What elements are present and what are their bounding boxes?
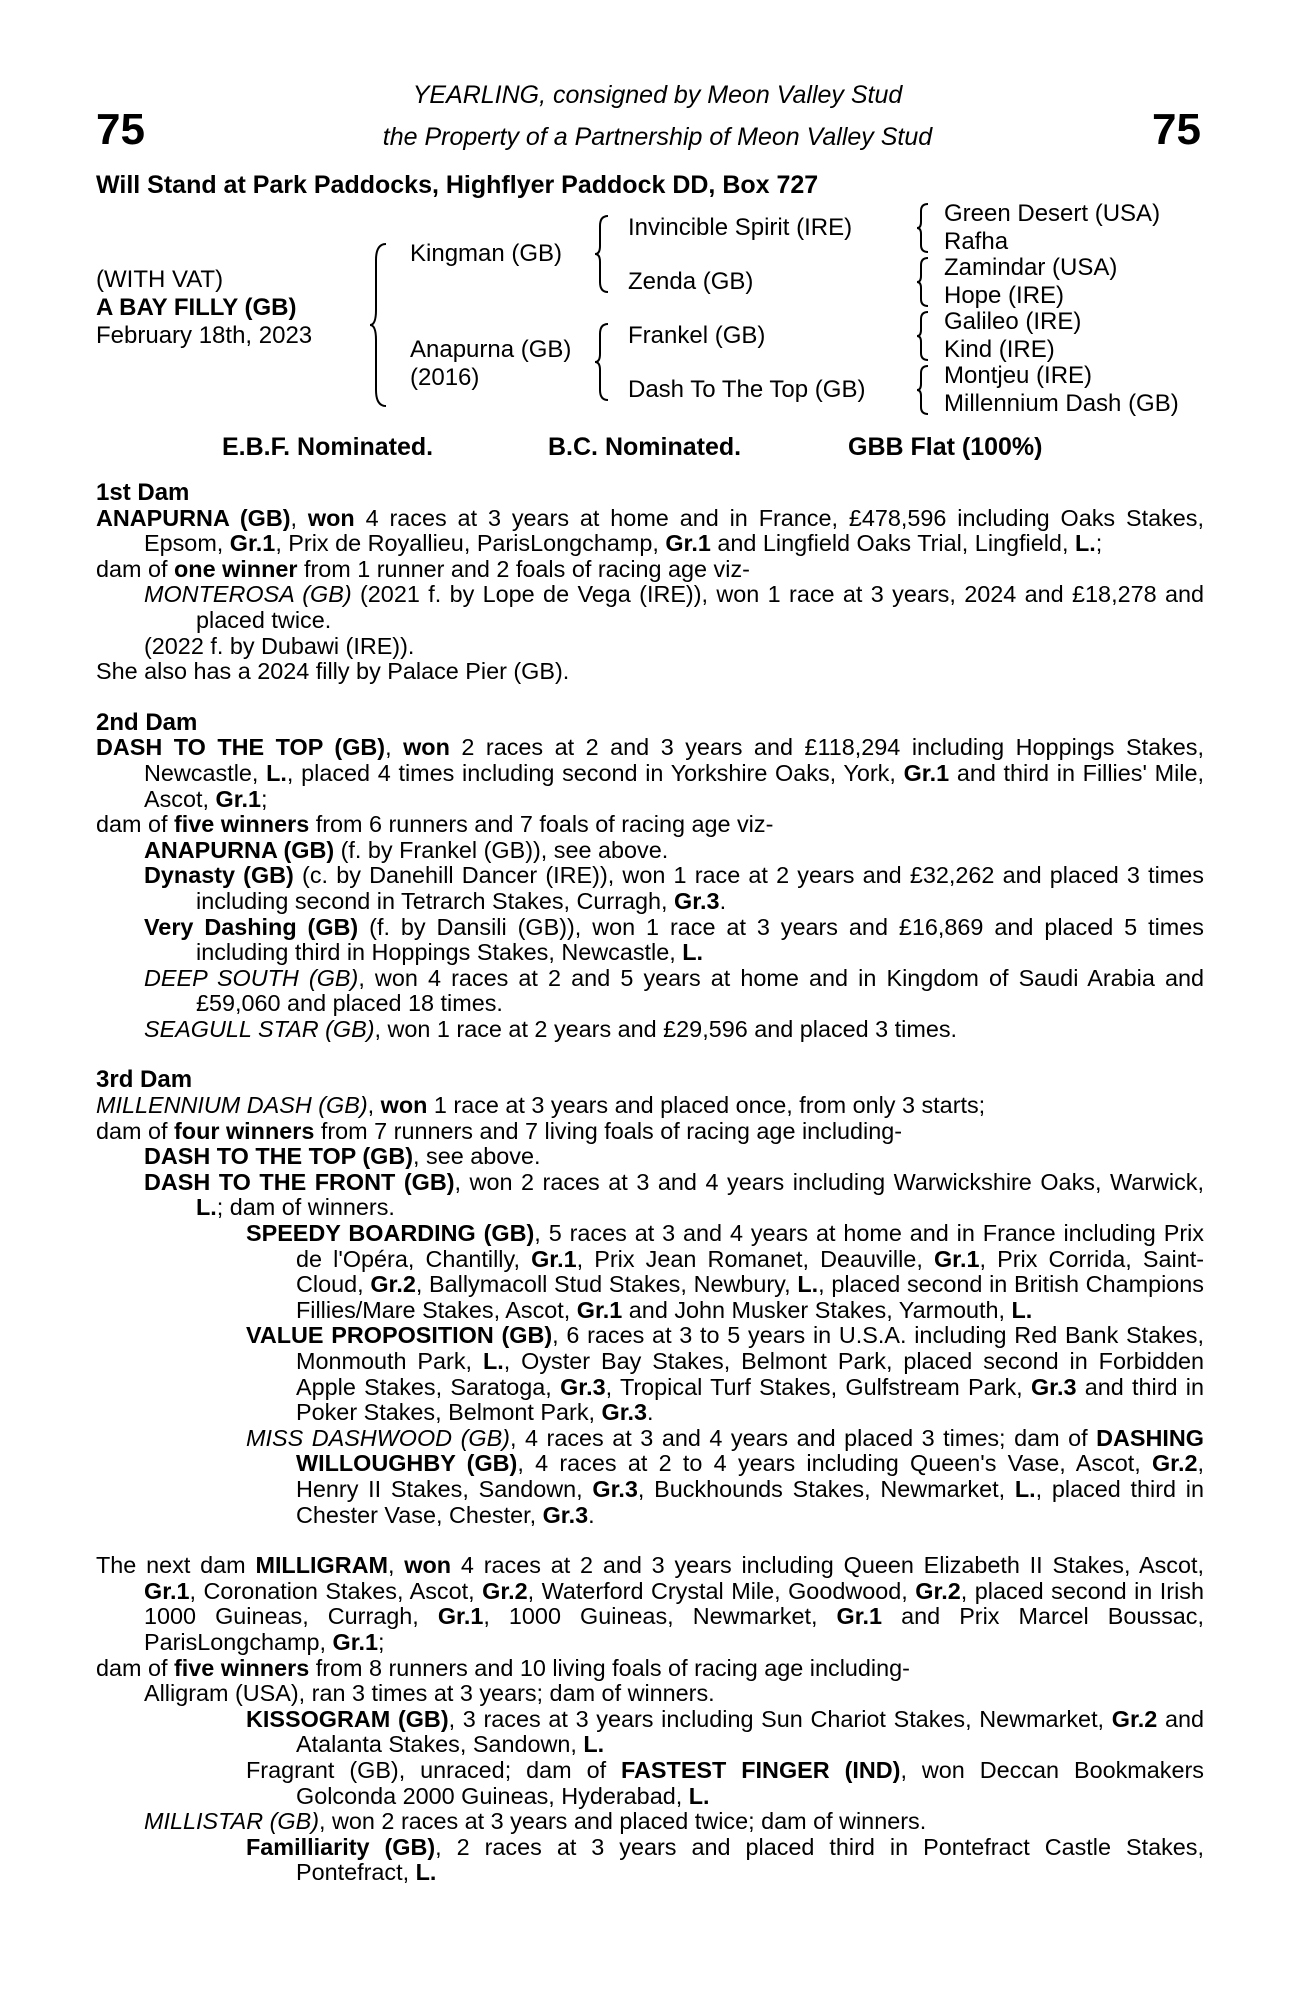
property-line: the Property of a Partnership of Meon Valley Stud (382, 123, 933, 151)
third-dam-produce-summary: dam of four winners from 7 runners and 7 living foals of racing age including- (96, 1117, 903, 1144)
dam: Anapurna (GB) (410, 336, 572, 363)
section-first-dam: 1st Dam (96, 479, 190, 506)
dam-brace (594, 322, 612, 402)
second-dam-produce-2: Dynasty (GB) (c. by Danehill Dancer (IRE)), won 1 race at 2 years and £32,262 and placed 3 times including second in Tetrarch Stakes, Curragh, Gr.3. (144, 862, 1204, 914)
second-dam-produce-summary: dam of five winners from 6 runners and 7 foals of racing age viz- (96, 811, 774, 838)
g3-brace-2 (916, 256, 932, 308)
first-dam-note: She also has a 2024 filly by Palace Pier (GB). (96, 658, 570, 685)
foaling-date: February 18th, 2023 (96, 322, 313, 349)
sire: Kingman (GB) (410, 240, 563, 267)
lot-number-left: 75 (96, 105, 145, 154)
second-dam-produce-4: DEEP SOUTH (GB), won 4 races at 2 and 5 years at home and in Kingdom of Saudi Arabia and £59,060 and placed 18 times. (144, 964, 1204, 1017)
g3-3: Zamindar (USA) (944, 254, 1118, 281)
next-dam-produce-2: MILLISTAR (GB), won 2 races at 3 years and placed twice; dam of winners. (144, 1808, 927, 1835)
g3-brace-4 (916, 364, 932, 416)
second-dam-produce-3: Very Dashing (GB) (f. by Dansili (GB)), won 1 race at 3 years and £16,869 and placed 5 times including third in Hoppings Stakes, Newcastle, L. (144, 913, 1204, 966)
next-dam-record: The next dam MILLIGRAM, won 4 races at 2 and 3 years including Queen Elizabeth II Stakes, Ascot, Gr.1, Coronation Stakes, Ascot, Gr.2, Waterford Crystal Mile, Goodwood, Gr.2, placed second in Irish 1000 Guineas, Curragh, Gr.1, 1000 Guineas, Newmarket, Gr.1 and Prix Marcel Boussac, ParisLongchamp, Gr.1; (96, 1552, 1205, 1655)
catalogue-body (96, 480, 1204, 1886)
third-dam-grand-1: SPEEDY BOARDING (GB), 5 races at 3 and 4 years at home and in France including Prix de l'Opéra, Chantilly, Gr.1, Prix Jean Romanet, Deauville, Gr.1, Prix Corrida, Saint-Cloud, Gr.2, Ballymacoll Stud Stakes, Newbury, L., placed second in British Champions Fillies/Mare Stakes, Ascot, Gr.1 and John Musker Stakes, Yarmouth, L. (246, 1220, 1204, 1323)
third-dam-grand-2: VALUE PROPOSITION (GB), 6 races at 3 to 5 years in U.S.A. including Red Bank Stakes, Monmouth Park, L., Oyster Bay Stakes, Belmont Park, placed second in Forbidden Apple Stakes, Saratoga, Gr.3, Tropical Turf Stakes, Gulfstream Park, Gr.3 and third in Poker Stakes, Belmont Park, Gr.3. (246, 1322, 1205, 1426)
consignment-line: YEARLING, consigned by Meon Valley Stud (412, 81, 903, 109)
second-dam-record: DASH TO THE TOP (GB), won 2 races at 2 and 3 years and £118,294 including Hoppings Stakes, Newcastle, L., placed 4 times including second in Yorkshire Oaks, York, Gr.1 and third in Fillies' Mile, Ascot, Gr.1; (96, 734, 1205, 812)
sire-brace (594, 214, 612, 294)
g3-7: Montjeu (IRE) (944, 362, 1093, 389)
first-dam-produce-summary: dam of one winner from 1 runner and 2 foals of racing age viz- (96, 555, 750, 582)
g3-4: Hope (IRE) (944, 282, 1065, 309)
pedigree-brace (368, 240, 390, 410)
g3-brace-1 (916, 202, 932, 254)
horse-name: A BAY FILLY (GB) (96, 294, 297, 321)
first-dam-produce-1: MONTEROSA (GB) (2021 f. by Lope de Vega (IRE)), won 1 race at 3 years, 2024 and £18,278 and placed twice. (144, 581, 1204, 633)
first-dam-produce-2: (2022 f. by Dubawi (IRE)). (144, 632, 415, 659)
vat-note: (WITH VAT) (96, 266, 224, 293)
sire-sire: Invincible Spirit (IRE) (628, 214, 853, 241)
section-third-dam: 3rd Dam (96, 1066, 193, 1094)
g3-6: Kind (IRE) (944, 336, 1055, 363)
g3-2: Rafha (944, 228, 1009, 255)
first-dam-record: ANAPURNA (GB), won 4 races at 3 years at home and in France, £478,596 including Oaks Stakes, Epsom, Gr.1, Prix de Royallieu, ParisLongchamp, Gr.1 and Lingfield Oaks Trial, Lingfield, L.; (96, 504, 1205, 557)
dam-sire: Frankel (GB) (628, 322, 766, 349)
g3-5: Galileo (IRE) (944, 308, 1082, 335)
bc-nomination: B.C. Nominated. (548, 433, 742, 461)
next-dam-grand-2: Fragrant (GB), unraced; dam of FASTEST FINGER (IND), won Deccan Bookmakers Golconda 2000 Guineas, Hyderabad, L. (246, 1756, 1204, 1809)
third-dam-grand-3: MISS DASHWOOD (GB), 4 races at 3 and 4 years and placed 3 times; dam of DASHING WILLOUGHBY (GB), 4 races at 2 to 4 years including Queen's Vase, Ascot, Gr.2, Henry II Stakes, Sandown, Gr.3, Buckhounds Stakes, Newmarket, L., placed third in Chester Vase, Chester, Gr.3. (246, 1424, 1205, 1528)
sire-dam: Zenda (GB) (628, 268, 754, 295)
second-dam-produce-5: SEAGULL STAR (GB), won 1 race at 2 years and £29,596 and placed 3 times. (144, 1015, 958, 1042)
stand-location: Will Stand at Park Paddocks, Highflyer Paddock DD, Box 727 (96, 171, 819, 199)
third-dam-produce-2: DASH TO THE FRONT (GB), won 2 races at 3 and 4 years including Warwickshire Oaks, Warwick, L.; dam of winners. (144, 1168, 1204, 1221)
g3-8: Millennium Dash (GB) (944, 390, 1179, 417)
g3-1: Green Desert (USA) (944, 200, 1161, 227)
ebf-nomination: E.B.F. Nominated. (222, 433, 434, 461)
next-dam-produce-summary: dam of five winners from 8 runners and 10 living foals of racing age including- (96, 1654, 910, 1681)
third-dam-produce-1: DASH TO THE TOP (GB), see above. (144, 1143, 541, 1170)
g3-brace-3 (916, 310, 932, 362)
next-dam-grand-3: Familliarity (GB), 2 races at 3 years and placed third in Pontefract Castle Stakes, Pontefract, L. (246, 1833, 1204, 1886)
dam-foaled-year: (2016) (410, 364, 480, 391)
dam-dam: Dash To The Top (GB) (628, 376, 866, 403)
third-dam-record: MILLENNIUM DASH (GB), won 1 race at 3 years and placed once, from only 3 starts; (96, 1092, 986, 1119)
lot-number-right: 75 (1152, 105, 1201, 154)
gbb-flat: GBB Flat (100%) (848, 433, 1043, 461)
next-dam-grand-1: KISSOGRAM (GB), 3 races at 3 years including Sun Chariot Stakes, Newmarket, Gr.2 and Atalanta Stakes, Sandown, L. (246, 1705, 1204, 1758)
second-dam-produce-1: ANAPURNA (GB) (f. by Frankel (GB)), see above. (144, 836, 669, 863)
next-dam-produce-1: Alligram (USA), ran 3 times at 3 years; dam of winners. (144, 1680, 715, 1707)
section-second-dam: 2nd Dam (96, 708, 198, 736)
